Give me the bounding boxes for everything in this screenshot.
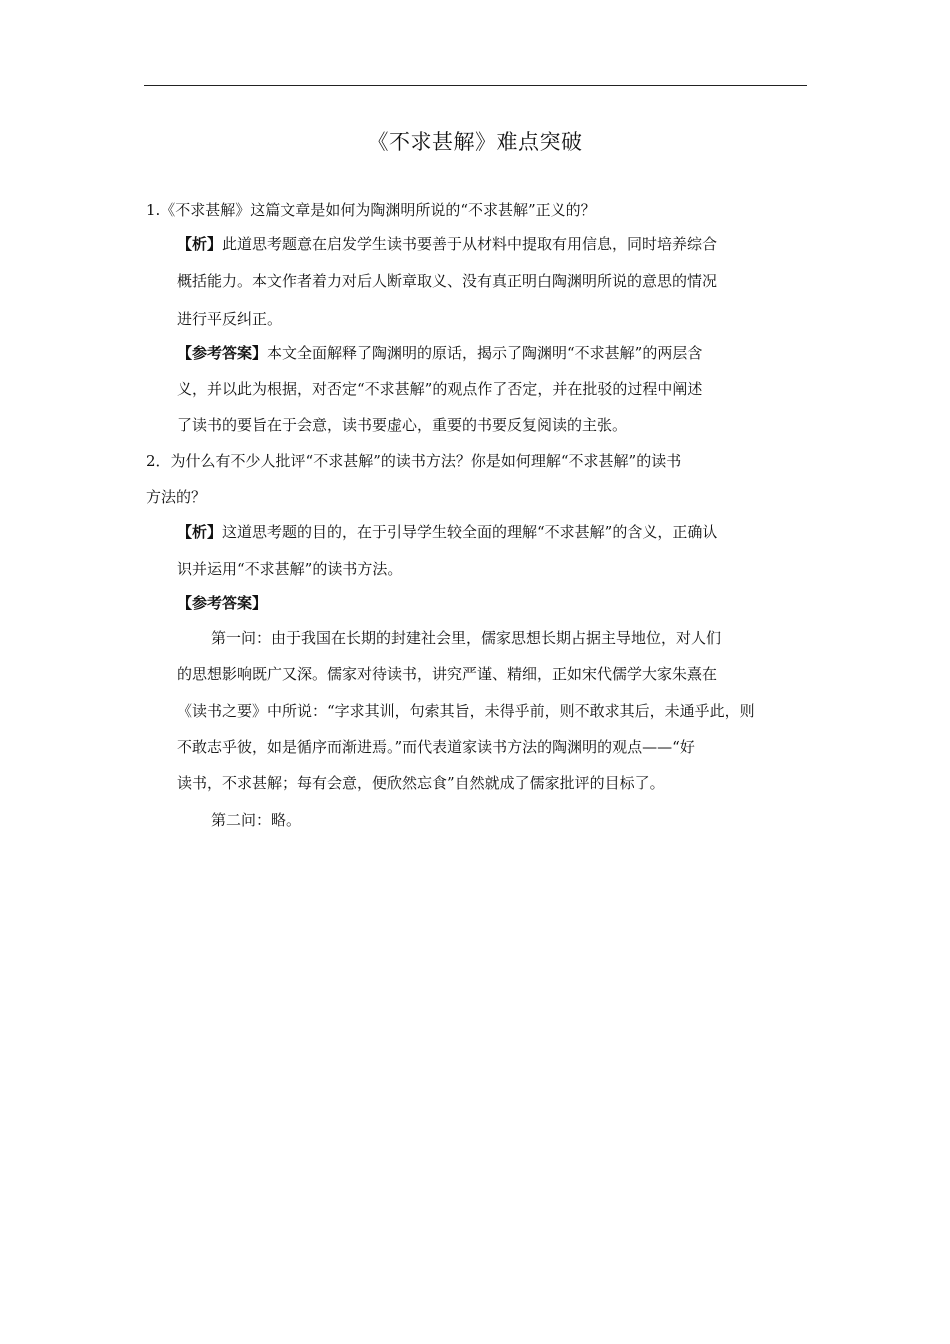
question-1-analysis-line: 概括能力。本文作者着力对后人断章取义、没有真正明白陶渊明所说的意思的情况	[177, 272, 718, 290]
question-2-answer-line: 第二问：略。	[211, 811, 302, 829]
question-2-answer-label: 【参考答案】	[177, 594, 268, 612]
question-1-answer-line: 义，并以此为根据，对否定“不求甚解”的观点作了否定，并在批驳的过程中阐述	[177, 380, 703, 398]
question-2-answer-line: 第一问：由于我国在长期的封建社会里，儒家思想长期占据主导地位，对人们	[211, 629, 722, 647]
answer-text: 本文全面解释了陶渊明的原话，揭示了陶渊明“不求甚解”的两层含	[267, 344, 703, 362]
question-1-text: 1.《不求甚解》这篇文章是如何为陶渊明所说的“不求甚解”正义的？	[146, 201, 596, 219]
question-2-answer-line: 的思想影响既广又深。儒家对待读书，讲究严谨、精细，正如宋代儒学大家朱熹在	[177, 665, 718, 683]
page-title: 《不求甚解》难点突破	[367, 130, 583, 154]
question-2-text: 2．为什么有不少人批评“不求甚解”的读书方法？你是如何理解“不求甚解”的读书	[146, 452, 682, 470]
analysis-label: 【析】	[177, 523, 223, 541]
question-2-answer-line: 《读书之要》中所说：“字求其训，句索其旨，未得乎前，则不敢求其后，未通乎此，则	[177, 702, 755, 720]
header-rule	[144, 85, 807, 86]
question-1-answer-line	[177, 343, 702, 363]
analysis-text: 这道思考题的目的，在于引导学生较全面的理解“不求甚解”的含义，正确认	[222, 523, 718, 541]
question-1-answer-line: 了读书的要旨在于会意，读书要虚心，重要的书要反复阅读的主张。	[177, 416, 628, 434]
question-2-answer-line: 读书，不求甚解；每有会意，便欣然忘食”自然就成了儒家批评的目标了。	[177, 774, 665, 792]
question-2-text: 方法的？	[146, 488, 207, 506]
question-2-answer-line: 不敢志乎彼，如是循序而渐进焉。”而代表道家读书方法的陶渊明的观点——“好	[177, 738, 695, 756]
analysis-text: 此道思考题意在启发学生读书要善于从材料中提取有用信息，同时培养综合	[222, 235, 718, 253]
question-2-analysis-line: 识并运用“不求甚解”的读书方法。	[177, 560, 403, 578]
question-1-analysis-line: 进行平反纠正。	[177, 310, 283, 328]
question-1-analysis-line	[177, 234, 717, 254]
answer-label: 【参考答案】	[177, 344, 268, 362]
question-2-analysis-line	[177, 522, 717, 542]
analysis-label: 【析】	[177, 235, 223, 253]
